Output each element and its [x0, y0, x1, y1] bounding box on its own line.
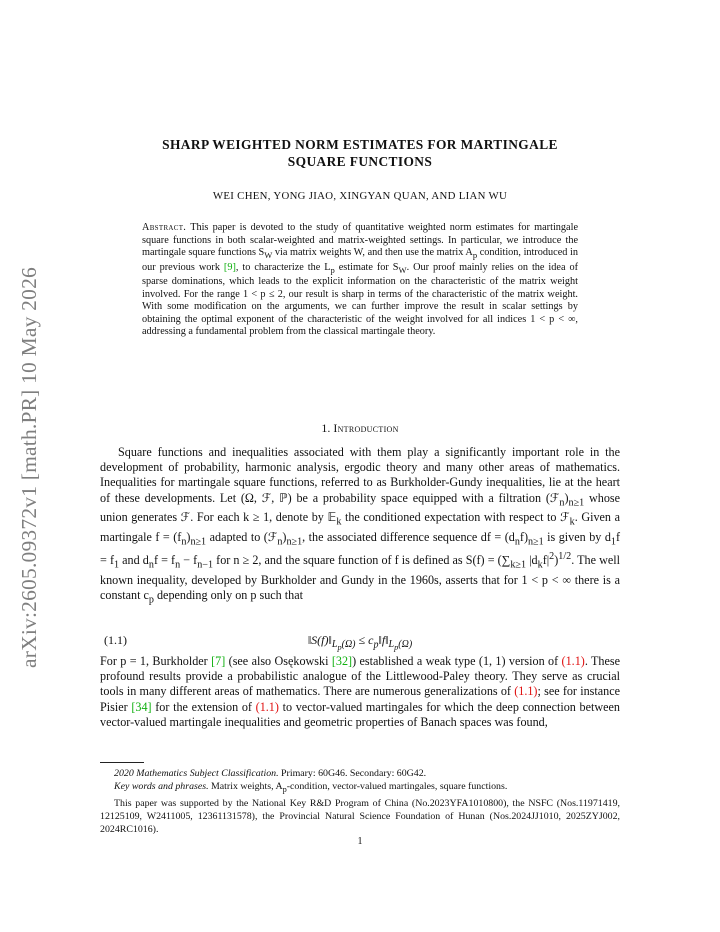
paragraph-text: Square functions and inequalities associated with them play a significantly important role in the development of probability, harmonic analysis, ergodic theory and many other areas of mathematics. Inequalities for martingale square functions, referred to as Burkholder-Gundy inequalities, lie at the heart of these developments. Let (Ω, ℱ, ℙ) be a probability space equipped with a filtration (ℱ: [100, 445, 620, 505]
paragraph-text: for the extension of: [151, 699, 256, 714]
subscript: n≥1: [286, 536, 303, 548]
footnote-text: Primary: 60G46. Secondary: 60G42.: [278, 768, 427, 779]
subscript: (Ω): [341, 639, 356, 651]
abstract-text: This paper is devoted to the study of quantitative weighted norm estimates for martingale square functions in both scalar-weighted and matrix-weighted settings. In particular, we introduce the martingale square functions S: [142, 222, 578, 259]
subscript: W: [264, 250, 273, 261]
footnote-keywords: [100, 780, 620, 796]
paragraph-text: and d: [119, 553, 149, 568]
subscript: k≥1: [510, 559, 527, 571]
equation-part: ‖S(f)‖: [307, 633, 332, 647]
subscript: n: [148, 559, 154, 571]
paragraph-text: the conditioned expectation with respect to ℱ: [341, 510, 570, 525]
subscript: k: [569, 516, 575, 528]
citation-link[interactable]: [32]: [331, 654, 353, 668]
page-number: 1: [357, 836, 363, 847]
section-heading: [100, 421, 620, 436]
subscript: n: [559, 497, 565, 509]
section-number: 1.: [321, 421, 334, 435]
paragraph-text: ) established a weak type (1, 1) version of: [352, 654, 562, 668]
subscript: n≥1: [190, 536, 207, 548]
equation-number: (1.1): [104, 633, 127, 647]
abstract-heading: Abstract.: [142, 222, 187, 233]
subscript: n−1: [197, 559, 214, 571]
superscript: 2: [549, 551, 555, 563]
footnote-msc: [100, 767, 620, 780]
paragraph-text: for n ≥ 2, and the square function of f is defined as S(f) = (∑: [213, 553, 511, 568]
abstract-text: . Our proof mainly relies on the idea of sparse dominations, which leads to the explicit information on the characteristic of the matrix weight involved. For the range 1 < p ≤ 2, our result is sharp in terms of the characteristic of the matrix weight. With some modification on the arguments, we can further improve the result in scalar settings by obtaining the optimal exponent of the characteristic of the weight involved for all indices 1 < p < ∞, addressing a fundamental problem from the classical martingale theory.: [142, 261, 579, 338]
subscript: n≥1: [568, 497, 585, 509]
subscript: n: [175, 559, 181, 571]
footnote-funding: This paper was supported by the National Key R&D Program of China (No.2023YFA1010800), the NSFC (Nos.11971419, 12125109, W2411005, 12361131578), the Provincial Natural Science Foundation of Hunan (Nos.2024JJ1010, 2025ZYJ002, 2024RC1016).: [100, 797, 620, 836]
paragraph-text: is given by d: [543, 529, 611, 544]
equation-part: ≤ c: [355, 633, 374, 647]
paragraph-text: For p = 1, Burkholder: [100, 654, 212, 668]
abstract-text: condition, introduced in our previous work: [142, 247, 578, 273]
abstract-text: , to characterize the L: [235, 261, 331, 273]
paper-title: [100, 136, 620, 170]
paragraph-text: (see also Osękowski: [225, 654, 332, 668]
paragraph-text: , the associated difference sequence df = (d: [302, 529, 515, 544]
paragraph-text: − f: [180, 553, 198, 568]
paragraph-text: f = f: [100, 529, 621, 568]
arxiv-identifier[interactable]: arXiv:2605.09372v1 [math.PR] 10 May 2026: [16, 266, 41, 668]
arxiv-stamp: [8, 242, 50, 692]
footnote-text: -condition, vector-valued martingales, square functions.: [286, 781, 508, 793]
paragraph-text: ): [282, 529, 287, 544]
section-title: Introduction: [333, 421, 399, 435]
subscript: n≥1: [528, 536, 544, 548]
subscript: L: [388, 639, 395, 651]
paragraph-text: depending only on p such that: [153, 588, 303, 603]
subscript: p: [148, 594, 154, 606]
author-list: WEI CHEN, YONG JIAO, XINGYAN QUAN, AND LIAN WU: [212, 190, 508, 202]
subscript: n: [514, 536, 520, 548]
subscript: (Ω): [398, 639, 413, 651]
subscript: p: [394, 643, 399, 653]
subscript: p: [373, 639, 379, 651]
subscript: p: [330, 264, 335, 275]
subscript: n: [181, 536, 187, 548]
paragraph-text: ): [186, 529, 191, 544]
body-paragraph: [100, 445, 620, 608]
subscript: p: [337, 643, 342, 653]
body-paragraph: [100, 654, 620, 730]
paragraph-text: f|: [542, 553, 550, 568]
footnote-label: 2020 Mathematics Subject Classification.: [114, 768, 279, 779]
subscript: 1: [114, 559, 120, 571]
subscript: k: [537, 559, 543, 571]
citation-link[interactable]: [34]: [131, 699, 152, 714]
title-line-1: SHARP WEIGHTED NORM ESTIMATES FOR MARTINGALE: [162, 137, 558, 152]
footnote-rule: [100, 762, 144, 763]
abstract-text: estimate for S: [334, 261, 399, 273]
paragraph-text: ): [564, 490, 569, 505]
equation-ref-link[interactable]: (1.1): [514, 684, 538, 699]
subscript: p: [282, 785, 287, 795]
abstract-text: via matrix weights W, and then use the matrix A: [272, 247, 473, 259]
subscript: n: [277, 536, 283, 548]
subscript: 1: [610, 536, 616, 548]
subscript: p: [472, 250, 478, 261]
paragraph-text: f): [519, 529, 528, 544]
footnote-text: Matrix weights, A: [208, 781, 283, 793]
subscript: L: [331, 639, 338, 651]
equation-body: [100, 633, 620, 652]
paragraph-text: . These profound results provide a probabilistic analogue of the Littlewood-Paley theory. They serve as crucial tools in many different areas of mathematics. There are numerous generalizations of: [100, 654, 620, 699]
paragraph-text: to vector-valued martingales for which the deep connection between vector-valued martingale inequalities and geometric properties of Banach spaces was found,: [100, 699, 620, 729]
paragraph-text: ; see for instance Pisier: [100, 684, 620, 714]
paragraph-text: |d: [526, 553, 538, 568]
title-line-2: SQUARE FUNCTIONS: [287, 154, 433, 169]
footnotes: [100, 767, 620, 836]
abstract: [142, 222, 578, 339]
paragraph-text: ): [554, 553, 559, 568]
citation-link[interactable]: [7]: [211, 654, 226, 668]
paragraph-text: f = f: [153, 553, 176, 568]
citation-link[interactable]: [9]: [223, 261, 236, 273]
equation-ref-link[interactable]: (1.1): [561, 654, 585, 668]
subscript: k: [336, 516, 342, 528]
equation-ref-link[interactable]: (1.1): [255, 699, 279, 714]
subscript: W: [398, 264, 407, 275]
paragraph-text: . Given a martingale f = (f: [100, 510, 620, 544]
display-equation: [100, 633, 620, 653]
superscript: 1/2: [558, 551, 572, 563]
equation-part: ‖f‖: [378, 633, 389, 647]
footnote-label: Key words and phrases.: [114, 781, 209, 793]
paragraph-text: . The well known inequality, developed by Burkholder and Gundy in the 1960s, asserts that for 1 < p < ∞ there is a constant c: [100, 553, 620, 603]
paragraph-text: whose union generates ℱ. For each k ≥ 1, denote by 𝔼: [100, 490, 620, 525]
paragraph-text: adapted to (ℱ: [206, 529, 278, 544]
